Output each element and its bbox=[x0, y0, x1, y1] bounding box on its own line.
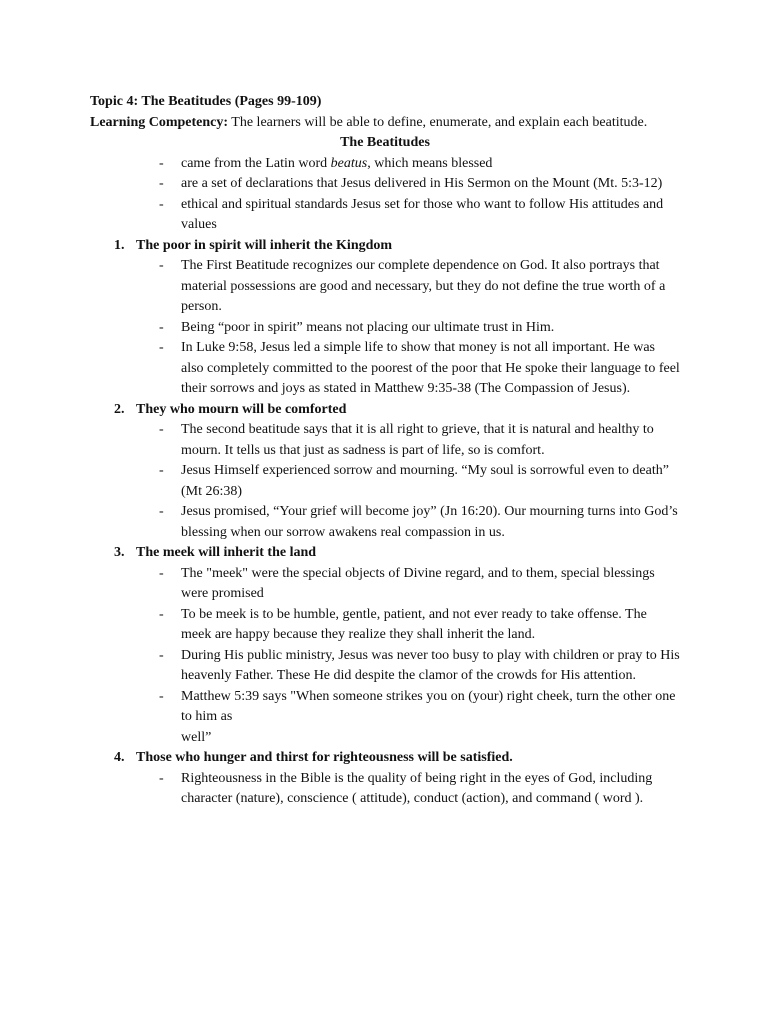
section-3-bullet: - The "meek" were the special objects of Divine regard, and to them, special blessings were promised bbox=[159, 565, 655, 601]
competency-label: Learning Competency: bbox=[90, 114, 229, 130]
intro-bullet-3: - ethical and spiritual standards Jesus set for those who want to follow His attitudes and values bbox=[159, 196, 664, 232]
section-2-bullet: - Jesus Himself experienced sorrow and mourning. “My soul is sorrowful even to death” (Mt 26:38) bbox=[159, 463, 669, 499]
section-heading-3: 3. The meek will inherit the land bbox=[114, 545, 317, 560]
intro-bullet-2: - are a set of declarations that Jesus delivered in His Sermon on the Mount (Mt. 5:3-12) bbox=[159, 176, 663, 191]
competency-text: The learners will be able to define, enumerate, and explain each beatitude. bbox=[228, 114, 648, 130]
beatitudes-title: The Beatitudes bbox=[340, 135, 430, 150]
section-heading-4: 4. Those who hunger and thirst for righteousness will be satisfied. bbox=[114, 750, 513, 765]
section-3-bullet: - During His public ministry, Jesus was never too busy to play with children or pray to His heavenly Father. These He did despite the clamor of the crowds for His attention. bbox=[159, 647, 680, 683]
section-1-bullet: - The First Beatitude recognizes our complete dependence on God. It also portrays that material possessions are good and necessary, but they do not define the true worth of a person. bbox=[159, 258, 666, 314]
topic-heading: Topic 4: The Beatitudes (Pages 99-109) bbox=[90, 94, 322, 109]
learning-competency bbox=[90, 113, 680, 134]
document-page bbox=[90, 92, 680, 810]
section-3-bullet-continuation: well” bbox=[181, 729, 212, 745]
section-3-bullet: - Matthew 5:39 says "When someone strikes you on (your) right cheek, turn the other one to him as bbox=[159, 688, 676, 724]
section-4-bullet: - Righteousness in the Bible is the quality of being right in the eyes of God, including character (nature), conscience ( attitude), conduct (action), and command ( word ). bbox=[159, 770, 653, 806]
section-2-bullet: - The second beatitude says that it is all right to grieve, that it is natural and healthy to mourn. It tells us that just as sadness is part of life, so is comfort. bbox=[159, 422, 654, 458]
section-heading-1: 1. The poor in spirit will inherit the Kingdom bbox=[114, 237, 393, 253]
section-heading-2: 2. They who mourn will be comforted bbox=[114, 401, 347, 417]
section-1-bullet: - In Luke 9:58, Jesus led a simple life to show that money is not all important. He was also completely committed to the poorest of the poor that He spoke their language to feel their sorrows and joys as stated in Matthew 9:35-38 (The Compassion of Jesus). bbox=[159, 340, 680, 396]
intro-bullet-1: - came from the Latin word beatus, which means blessed bbox=[159, 155, 493, 171]
latin-word: beatus bbox=[330, 155, 368, 171]
section-2-bullet: - Jesus promised, “Your grief will become joy” (Jn 16:20). Our mourning turns into God’s blessing when our sorrow awakens real compassion in us. bbox=[159, 504, 678, 540]
section-1-bullet: - Being “poor in spirit” means not placing our ultimate trust in Him. bbox=[159, 319, 555, 335]
section-3-bullet: - To be meek is to be humble, gentle, patient, and not ever ready to take offense. The meek are happy because they realize they shall inherit the land. bbox=[159, 606, 647, 642]
